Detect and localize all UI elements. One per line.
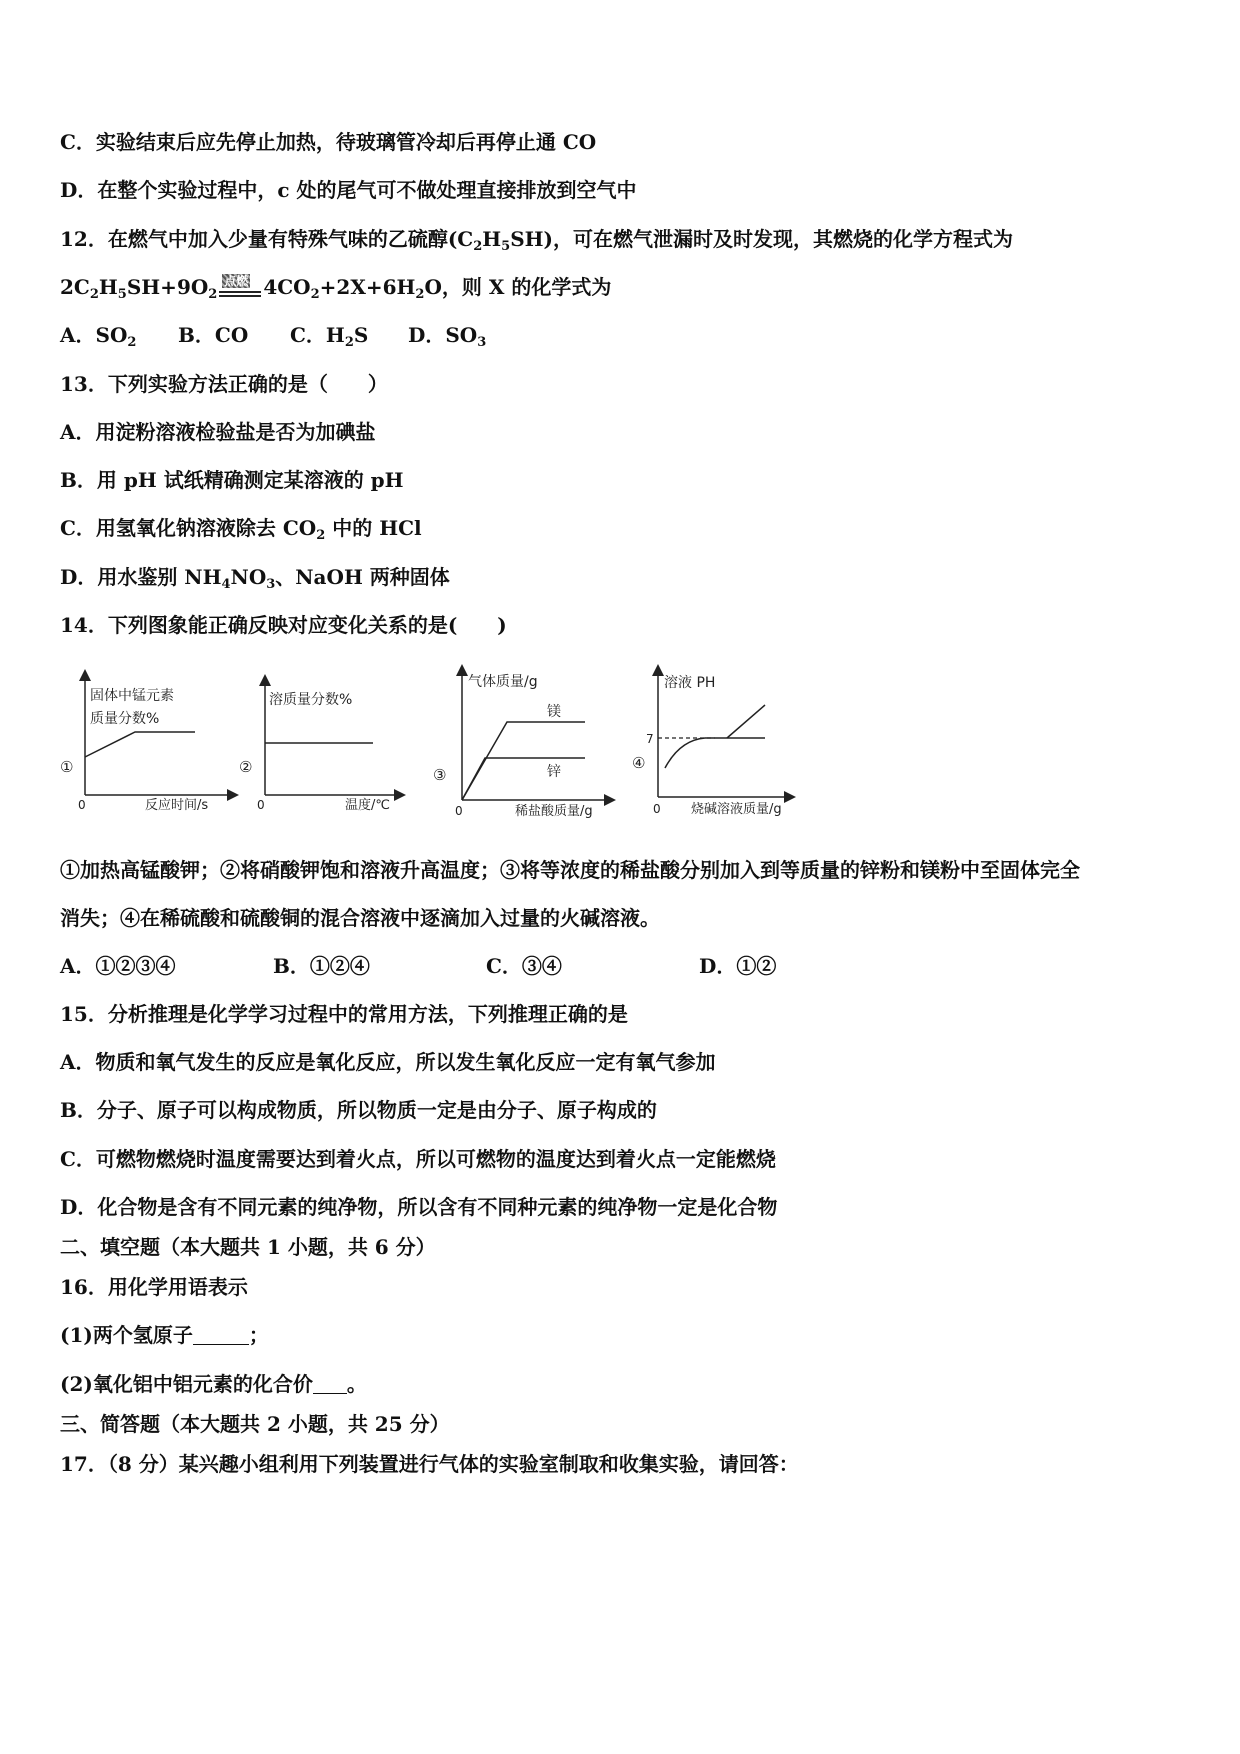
q12-option-b[interactable]: B．CO	[178, 323, 249, 347]
q14-option-b[interactable]: B．①②④	[273, 954, 370, 978]
q15-option-c[interactable]: C．可燃物燃烧时温度需要达到着火点，所以可燃物的温度达到着火点一定能燃烧	[60, 1147, 776, 1171]
graph-4	[632, 670, 790, 817]
graph-3-series-label-zn: 锌	[547, 764, 561, 780]
section-3-title: 三、简答题（本大题共 2 小题，共 25 分）	[60, 1412, 450, 1436]
graph-1-number: ①	[60, 758, 74, 776]
graph-2	[239, 680, 400, 813]
graph-1-origin: 0	[78, 798, 86, 812]
q12-options	[60, 323, 487, 350]
q15-stem: 15．分析推理是化学学习过程中的常用方法，下列推理正确的是	[60, 1002, 628, 1026]
graph-1-line	[85, 732, 195, 757]
q16-blank-1[interactable]	[193, 1324, 249, 1345]
q15-option-a[interactable]: A．物质和氧气发生的反应是氧化反应，所以发生氧化反应一定有氧气参加	[60, 1050, 716, 1074]
graph-3-xlabel: 稀盐酸质量/g	[515, 804, 593, 819]
graph-2-xlabel: 温度/℃	[345, 798, 390, 813]
q16-part-2: (2)氧化铝中铝元素的化合价 。	[60, 1372, 367, 1396]
q16-stem: 16．用化学用语表示	[60, 1275, 248, 1299]
graph-4-origin: 0	[653, 802, 661, 816]
graph-4-tick-7: 7	[646, 732, 654, 746]
graph-4-rise	[727, 705, 765, 738]
graph-3-origin: 0	[455, 804, 463, 818]
q13-option-c[interactable]: C．用氢氧化钠溶液除去 $CO_2$ 中的 HCl	[60, 516, 422, 543]
q12-equation: $2C_2H_5SH+9O_2$ 点燃 $4CO_2+2X+6H_2O$，则 X 的化学式为	[60, 274, 612, 302]
q12-option-a[interactable]: A．$SO_2$	[60, 323, 137, 350]
q14-description-2: 消失；④在稀硫酸和硫酸铜的混合溶液中逐滴加入过量的火碱溶液。	[60, 906, 660, 930]
q17-stem: 17．（8 分）某兴趣小组利用下列装置进行气体的实验室制取和收集实验，请回答：	[60, 1452, 799, 1476]
q14-option-c[interactable]: C．③④	[486, 954, 562, 978]
q14-graphs	[55, 660, 845, 825]
reaction-arrow	[219, 276, 261, 298]
q13-stem: 13．下列实验方法正确的是（ ）	[60, 372, 388, 396]
q14-option-d[interactable]: D．①②	[699, 954, 777, 978]
graph-1-ylabel-1: 固体中锰元素	[90, 688, 174, 704]
q13-option-b[interactable]: B．用 pH 试纸精确测定某溶液的 pH	[60, 468, 404, 492]
q14-option-a[interactable]: A．①②③④	[60, 954, 176, 978]
graph-2-origin: 0	[257, 798, 265, 812]
q16-blank-2[interactable]	[313, 1373, 347, 1394]
graph-3-series-mg	[462, 722, 585, 800]
q12-option-d[interactable]: D．$SO_3$	[408, 323, 487, 350]
q16-part-1: (1)两个氢原子 ；	[60, 1323, 269, 1347]
reaction-condition: 点燃	[224, 274, 249, 288]
q14-stem: 14．下列图象能正确反映对应变化关系的是( )	[60, 613, 507, 637]
graph-4-xlabel: 烧碱溶液质量/g	[691, 802, 782, 817]
q12-option-c[interactable]: C．$H_2S$	[290, 323, 369, 350]
q14-options	[60, 954, 776, 978]
graph-4-ylabel: 溶液 PH	[664, 675, 716, 691]
graph-4-number: ④	[632, 754, 646, 772]
q13-option-d[interactable]: D．用水鉴别 $NH_4NO_3$、NaOH 两种固体	[60, 565, 450, 592]
q12-stem: 12．在燃气中加入少量有特殊气味的乙硫醇$(C_2H_5SH)$，可在燃气泄漏时及时发现，其燃烧的化学方程式为	[60, 227, 1014, 254]
graph-1-ylabel-2: 质量分数%	[90, 711, 160, 727]
q13-option-a[interactable]: A．用淀粉溶液检验盐是否为加碘盐	[60, 420, 376, 444]
q15-option-d[interactable]: D．化合物是含有不同元素的纯净物，所以含有不同种元素的纯净物一定是化合物	[60, 1195, 778, 1219]
graph-4-curve-rise	[665, 738, 705, 768]
q14-description-1: ①加热高锰酸钾；②将硝酸钾饱和溶液升高温度；③将等浓度的稀盐酸分别加入到等质量的锌粉和镁粉中至固体完全	[60, 858, 1080, 882]
graph-3-series-label-mg: 镁	[547, 704, 561, 720]
graph-3	[433, 670, 610, 819]
graph-3-ylabel: 气体质量/g	[468, 674, 538, 690]
graph-3-series-zn	[462, 758, 585, 800]
q11-option-d: D．在整个实验过程中，c 处的尾气可不做处理直接排放到空气中	[60, 178, 637, 202]
graph-1-xlabel: 反应时间/s	[145, 798, 209, 813]
q15-option-b[interactable]: B．分子、原子可以构成物质，所以物质一定是由分子、原子构成的	[60, 1098, 657, 1122]
graph-3-number: ③	[433, 766, 447, 784]
section-2-title: 二、填空题（本大题共 1 小题，共 6 分）	[60, 1235, 436, 1259]
graph-2-number: ②	[239, 758, 253, 776]
graph-2-ylabel: 溶质量分数%	[269, 692, 353, 708]
graph-1	[60, 675, 233, 813]
q11-option-c: C．实验结束后应先停止加热，待玻璃管冷却后再停止通 CO	[60, 130, 597, 154]
